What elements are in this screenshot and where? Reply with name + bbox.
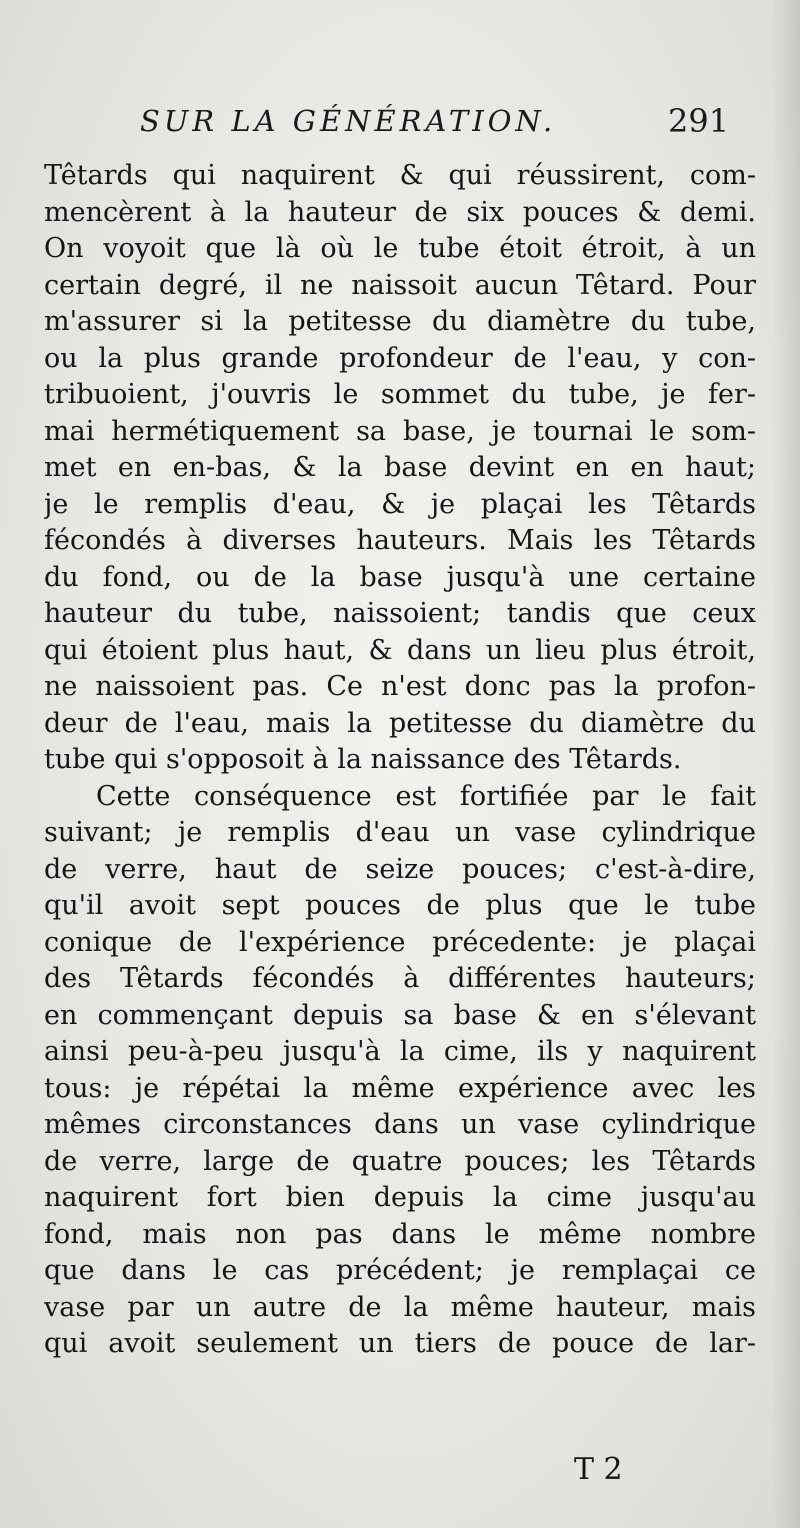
page-header bbox=[0, 100, 800, 150]
text-line: tribuoient, j'ouvris le sommet du tube, je fer- bbox=[44, 379, 756, 410]
text-line: naquirent fort bien depuis la cime jusqu'au bbox=[44, 1182, 756, 1213]
text-line: ou la plus grande profondeur de l'eau, y con- bbox=[44, 342, 756, 374]
body-text bbox=[44, 158, 756, 1363]
text-line: qui avoit seulement un tiers de pouce de lar- bbox=[44, 1328, 756, 1359]
text-line: met en en-bas, & la base devint en en haut; bbox=[44, 452, 756, 483]
text-line: des Têtards fécondés à différentes hauteurs; bbox=[44, 963, 756, 994]
text-line: ne naissoient pas. Ce n'est donc pas la profon- bbox=[44, 671, 756, 702]
text-line: mencèrent à la hauteur de six pouces & demi. bbox=[44, 196, 756, 228]
text-line: ainsi peu-à-peu jusqu'à la cime, ils y naquirent bbox=[44, 1036, 756, 1067]
text-line: certain degré, il ne naissoit aucun Têtard. Pour bbox=[44, 269, 756, 301]
text-line: fécondés à diverses hauteurs. Mais les Têtards bbox=[44, 525, 756, 556]
text-line: mêmes circonstances dans un vase cylindrique bbox=[44, 1109, 756, 1140]
text-line: qu'il avoit sept pouces de plus que le tube bbox=[44, 890, 756, 921]
text-line: vase par un autre de la même hauteur, mais bbox=[44, 1291, 756, 1323]
text-line: suivant; je remplis d'eau un vase cylindrique bbox=[44, 817, 756, 848]
page-edge-shadow bbox=[772, 0, 800, 1528]
text-line: m'assurer si la petitesse du diamètre du tube, bbox=[44, 306, 756, 337]
text-line: en commençant depuis sa base & en s'élevant bbox=[44, 999, 756, 1031]
text-line: de verre, haut de seize pouces; c'est-à-dire, bbox=[44, 853, 756, 885]
signature-mark: T 2 bbox=[574, 1452, 623, 1487]
paragraph-end-line: tube qui s'opposoit à la naissance des Têtards. bbox=[44, 744, 682, 775]
text-line: qui étoient plus haut, & dans un lieu plus étroit, bbox=[44, 634, 756, 666]
text-line: hauteur du tube, naissoient; tandis que ceux bbox=[44, 598, 756, 629]
text-line: de verre, large de quatre pouces; les Têtards bbox=[44, 1145, 756, 1177]
text-line: mai hermétiquement sa base, je tournai le som- bbox=[44, 415, 756, 447]
text-line: que dans le cas précédent; je remplaçai ce bbox=[44, 1255, 756, 1286]
text-line: je le remplis d'eau, & je plaçai les Têtards bbox=[44, 488, 756, 520]
text-line: fond, mais non pas dans le même nombre bbox=[44, 1218, 756, 1250]
text-line: conique de l'expérience précedente: je plaçai bbox=[44, 926, 756, 958]
text-line: deur de l'eau, mais la petitesse du diamètre du bbox=[44, 707, 756, 739]
text-line: du fond, ou de la base jusqu'à une certaine bbox=[44, 561, 756, 593]
running-title: SUR LA GÉNÉRATION. bbox=[140, 104, 557, 138]
text-line: tous: je répétai la même expérience avec les bbox=[44, 1072, 756, 1104]
text-line: On voyoit que là où le tube étoit étroit, à un bbox=[44, 233, 756, 264]
text-line: Têtards qui naquirent & qui réussirent, com- bbox=[44, 160, 756, 191]
page-number: 291 bbox=[668, 102, 730, 140]
paragraph-start-line: Cette conséquence est fortifiée par le fait bbox=[96, 780, 756, 812]
